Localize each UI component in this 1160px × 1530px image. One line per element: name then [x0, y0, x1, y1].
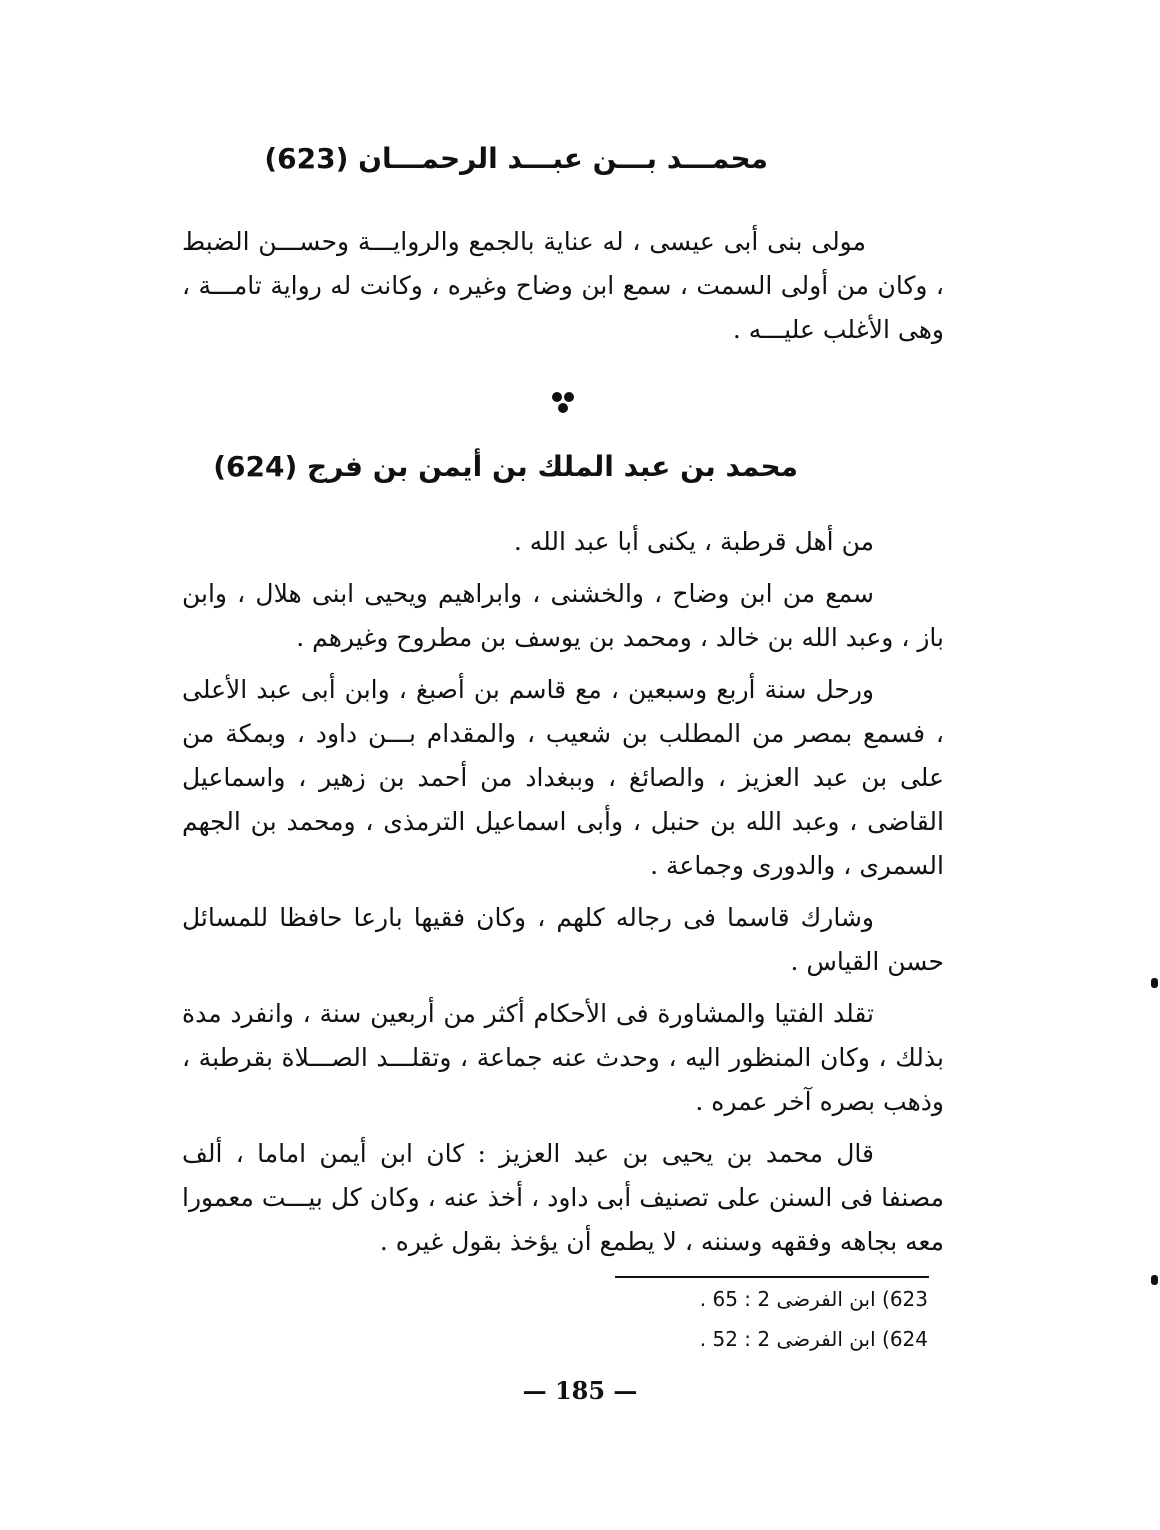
entry-624-paragraph-3: ورحل سنة أربع وسبعين ، مع قاسم بن أصبغ ، وابن أبى عبد الأعلى ، فسمع بمصر من المطلب بن شعيب ، والمقدام بـــن داود ، وبمكة من على بن عبد العزيز ، والصائغ ، وببغداد من أحمد بن زهير ، واسماعيل القاضى ، وعبد الله بن حنبل ، وأبى اسماعيل الترمذى ، ومحمد بن الجهم السمرى ، والدورى وجماعة .: [182, 675, 944, 880]
footnote-623: 623) ابن الفرضى 2 : 65 .: [699, 1287, 928, 1311]
entry-624-paragraph-4: وشارك قاسما فى رجاله كلهم ، وكان فقيها بارعا حافظا للمسائل حسن القياس .: [182, 903, 944, 976]
entry-624-body: [182, 520, 944, 1272]
scan-edge-mark: [1151, 978, 1158, 988]
entry-title-623: محمـــد بـــن عبـــد الرحمـــان (623): [264, 142, 768, 175]
entry-624-paragraph-2: سمع من ابن وضاح ، والخشنى ، وابراهيم ويحيى ابنى هلال ، وابن باز ، وعبد الله بن خالد ، ومحمد بن يوسف بن مطروح وغيرهم .: [182, 579, 944, 652]
entry-624-paragraph-5: تقلد الفتيا والمشاورة فى الأحكام أكثر من أربعين سنة ، وانفرد مدة بذلك ، وكان المنظور اليه ، وحدث عنه جماعة ، وتقلـــد الصـــلاة بقرطبة ، وذهب بصره آخر عمره .: [182, 999, 944, 1116]
entry-624-paragraph-6: قال محمد بن يحيى بن عبد العزيز : كان ابن أيمن اماما ، ألف مصنفا فى السنن على تصنيف أبى داود ، أخذ عنه ، وكان كل بيـــت معمورا معه بجاهه وفقهه وسننه ، لا يطمع أن يؤخذ بقول غيره .: [182, 1139, 944, 1256]
scan-edge-mark: [1151, 1275, 1158, 1285]
entry-624-paragraph-1: من أهل قرطبة ، يكنى أبا عبد الله .: [513, 527, 874, 556]
entry-623-paragraph: مولى بنى أبى عيسى ، له عناية بالجمع والروايـــة وحســـن الضبط ، وكان من أولى السمت ، سمع ابن وضاح وغيره ، وكانت له رواية تامـــة ، وهى الأغلب عليـــه .: [182, 227, 944, 344]
footnote-624: 624) ابن الفرضى 2 : 52 .: [699, 1327, 928, 1351]
page-number: — 185 —: [522, 1376, 638, 1405]
entry-title-624: محمد بن عبد الملك بن أيمن بن فرج (624): [213, 450, 798, 483]
three-dot-ornament-icon: [548, 388, 578, 418]
footnote-divider: [615, 1276, 929, 1278]
